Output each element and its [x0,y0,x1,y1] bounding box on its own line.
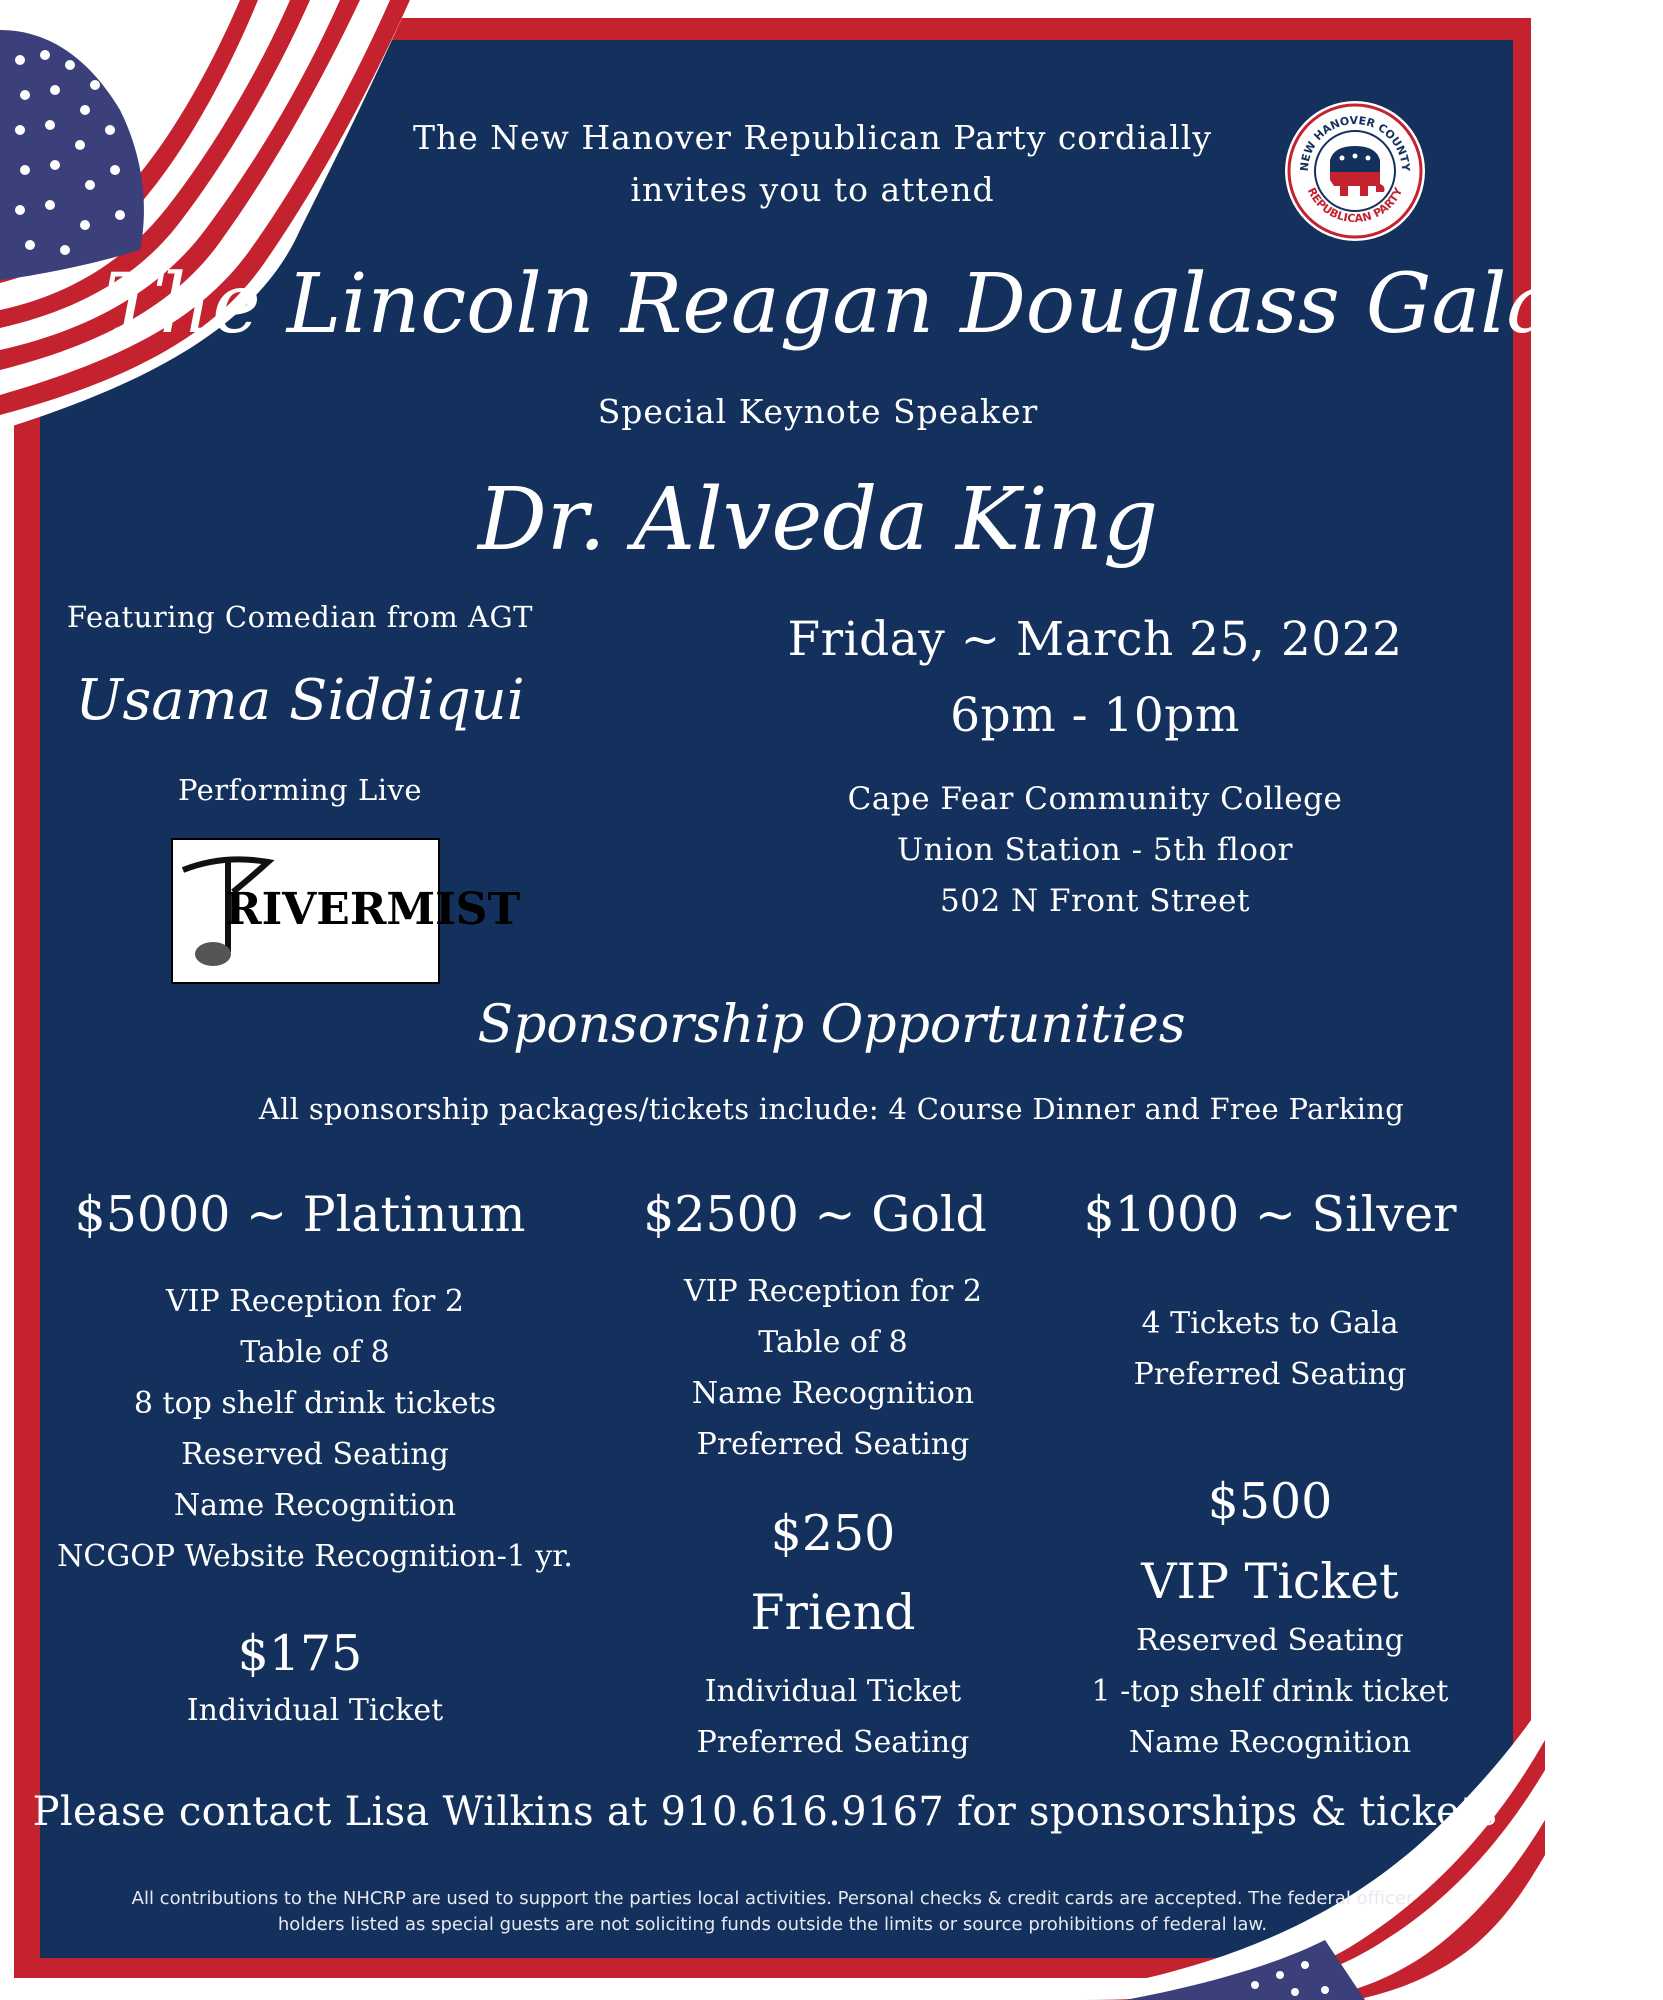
tier-gold-benefits [578,1266,1088,1470]
gold-item: Preferred Seating [696,1427,970,1462]
keynote-label: Special Keynote Speaker [597,392,1039,431]
gold-item: VIP Reception for 2 [683,1274,983,1309]
invitation-line-1: The New Hanover Republican Party cordially [412,118,1213,157]
logo-top-text: NEW HANOVER COUNTY [1297,113,1413,172]
republican-party-logo [1284,100,1426,242]
venue-line-3: 502 N Front Street [940,883,1250,919]
venue-line-2: Union Station - 5th floor [897,832,1293,868]
gold-item: Table of 8 [758,1325,908,1360]
rivermist-band-logo [171,838,521,984]
tier-vip-price: $500 [1207,1473,1333,1530]
sponsorship-heading: Sponsorship Opportunities [477,995,1186,1055]
silver-item: 4 Tickets to Gala [1141,1306,1399,1341]
american-flag-icon [0,0,420,440]
tier-silver-benefits [1055,1298,1485,1400]
tier-silver-title: $1000 ~ Silver [1083,1186,1457,1243]
event-time: 6pm - 10pm [950,688,1240,743]
keynote-name: Dr. Alveda King [477,470,1159,570]
platinum-item: 8 top shelf drink tickets [133,1386,497,1421]
silver-item: Preferred Seating [1133,1357,1407,1392]
platinum-item: Name Recognition [173,1488,457,1523]
vip-item: Name Recognition [1128,1725,1412,1760]
tier-friend-label: Friend [750,1584,916,1641]
tier-individual-label: Individual Ticket [186,1693,444,1728]
band-logo-text: RIVERMIST [225,884,521,935]
disclaimer-line-2: holders listed as special guests are not soliciting funds outside the limits or source prohibitions of federal law. [277,1914,1268,1935]
friend-item: Individual Ticket [704,1674,962,1709]
vip-item: 1 -top shelf drink ticket [1091,1674,1449,1709]
platinum-item: NCGOP Website Recognition-1 yr. [57,1539,573,1574]
tier-vip-benefits [1055,1615,1485,1768]
platinum-item: Table of 8 [240,1335,390,1370]
tier-friend-benefits [578,1666,1088,1768]
music-note-icon [173,840,521,982]
event-venue [650,774,1540,927]
platinum-item: VIP Reception for 2 [165,1284,465,1319]
comedian-name: Usama Siddiqui [75,668,525,733]
platinum-item: Reserved Seating [181,1437,449,1472]
comedian-label: Featuring Comedian from AGT [67,600,533,634]
legal-disclaimer [0,1886,1545,1938]
tier-gold-title: $2500 ~ Gold [643,1186,987,1243]
gold-item: Name Recognition [691,1376,975,1411]
contact-line: Please contact Lisa Wilkins at 910.616.9167 for sponsorships & tickets [32,1789,1498,1835]
invitation-line-2: invites you to attend [630,170,995,209]
tier-friend-price: $250 [770,1505,896,1562]
tier-individual-price: $175 [237,1625,363,1682]
sponsorship-subheading: All sponsorship packages/tickets include: 4 Course Dinner and Free Parking [258,1092,1405,1126]
tier-platinum-benefits [15,1276,615,1582]
tier-vip-label: VIP Ticket [1141,1553,1399,1610]
event-title: The Lincoln Reagan Douglass Gala [104,257,1556,352]
tier-platinum-title: $5000 ~ Platinum [74,1186,526,1243]
logo-bottom-text: REPUBLICAN PARTY [1304,185,1406,226]
vip-item: Reserved Seating [1136,1623,1404,1658]
venue-line-1: Cape Fear Community College [847,781,1343,817]
friend-item: Preferred Seating [696,1725,970,1760]
performing-live-label: Performing Live [177,773,423,807]
disclaimer-line-1: All contributions to the NHCRP are used to support the parties local activities. Personal checks & credit cards are accepted. The federal officer [131,1888,1414,1909]
event-date: Friday ~ March 25, 2022 [787,612,1403,667]
